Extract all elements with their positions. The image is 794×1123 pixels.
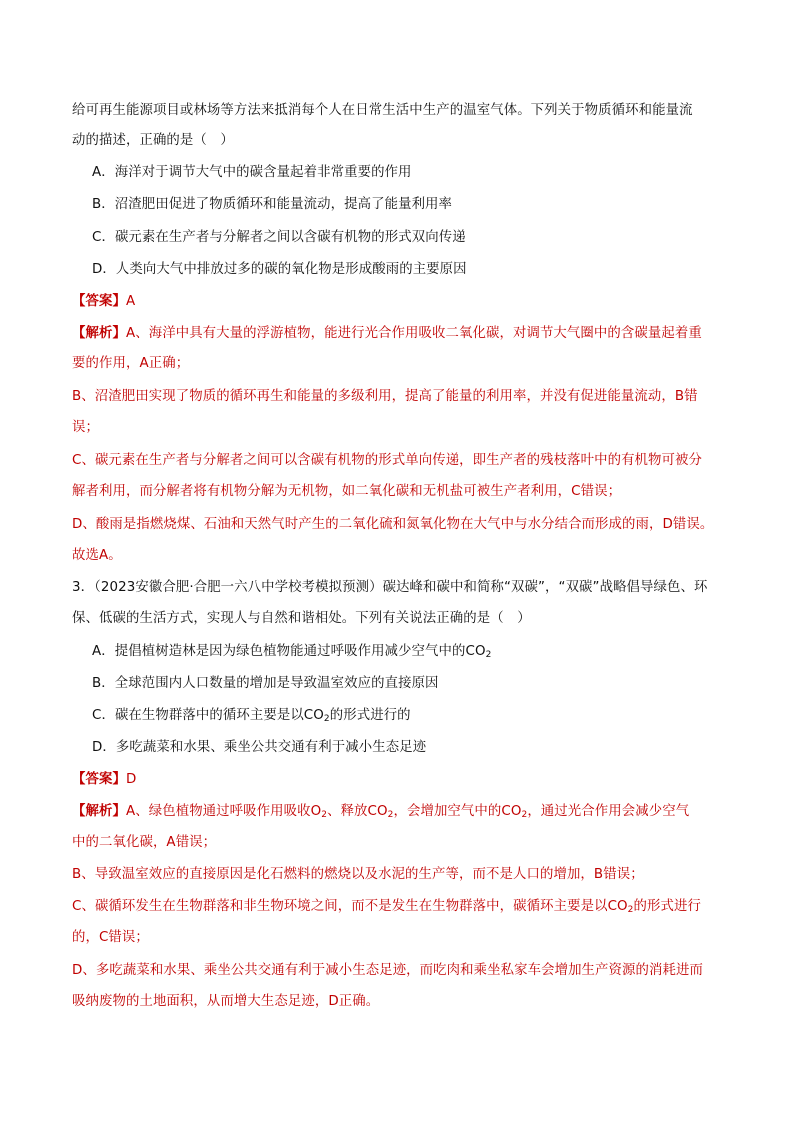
analysis-text: A、绿色植物通过呼吸作用吸收O [125,804,322,819]
subscript: 2 [485,650,492,660]
analysis-line: D、多吃蔬菜和水果、乘坐公共交通有利于减小生态足迹，而吃肉和乘坐私家车会增加生产资源的消耗进而 [72,963,703,978]
analysis-line: B、沼渣肥田实现了物质的循环再生和能量的多级利用，提高了能量的利用率，并没有促进能量流动，B错 [72,389,698,404]
analysis-line: 要的作用，A正确； [72,356,190,371]
analysis-line: 中的二氧化碳，A错误； [72,835,217,850]
answer-line [72,292,732,312]
analysis-text: 的形式进行 [633,899,701,914]
answer-tag: 【答案】 [72,294,126,309]
option-a: A．海洋对于调节大气中的碳含量起着非常重要的作用 [92,165,412,180]
question-stem-line: 动的描述，正确的是（ ） [72,133,234,148]
answer-value: A [125,294,136,309]
subscript: 2 [521,810,528,820]
question-stem-line: 3．（2023安徽合肥·合肥一六八中学校考模拟预测）碳达峰和碳中和简称“双碳”，“双碳”战略倡导绿色、环 [72,580,708,595]
analysis-line [72,897,732,917]
analysis-line [72,802,732,822]
analysis-text: ，会增加空气中的CO [393,804,522,819]
question-stem-line: 给可再生能源项目或林场等方法来抵消每个人在日常生活中生产的温室气体。下列关于物质循环和能量流 [72,103,693,118]
analysis-line: 故选A。 [72,548,122,563]
answer-value: D [125,772,137,787]
analysis-tag: 【解析】 [72,326,126,341]
answer-line [72,770,732,790]
analysis-text: ，通过光合作用会减少空气 [527,804,690,819]
analysis-line [72,324,732,344]
option-d: D．人类向大气中排放过多的碳的氧化物是形成酸雨的主要原因 [92,262,467,277]
option-a [92,642,752,662]
subscript: 2 [627,905,634,915]
option-b: B．沼渣肥田促进了物质循环和能量流动，提高了能量利用率 [92,197,453,212]
option-c: C．碳元素在生产者与分解者之间以含碳有机物的形式双向传递 [92,230,466,245]
analysis-line: 解者利用，而分解者将有机物分解为无机物，如二氧化碳和无机盐可被生产者利用，C错误； [72,484,622,499]
option-text: C．碳在生物群落中的循环主要是以CO [92,708,324,723]
answer-tag: 【答案】 [72,772,126,787]
analysis-line: 误； [72,420,99,435]
analysis-tag: 【解析】 [72,804,126,819]
option-d: D．多吃蔬菜和水果、乘坐公共交通有利于减小生态足迹 [92,740,427,755]
analysis-line: 吸纳废物的土地面积，从而增大生态足迹，D正确。 [72,994,380,1009]
analysis-text: A、海洋中具有大量的浮游植物，能进行光合作用吸收二氧化碳，对调节大气圈中的含碳量起着重 [125,326,702,341]
analysis-line: D、酸雨是指燃烧煤、石油和天然气时产生的二氧化硫和氮氧化物在大气中与水分结合而形成的雨，D错误。 [72,517,714,532]
analysis-line: 的，C错误； [72,930,149,945]
subscript: 2 [321,810,328,820]
question-stem-line: 保、低碳的生活方式，实现人与自然和谐相处。下列有关说法正确的是（ ） [72,611,531,626]
option-c [92,706,752,726]
analysis-text: C、碳循环发生在生物群落和非生物环境之间，而不是发生在生物群落中，碳循环主要是以CO [72,899,628,914]
analysis-line: B、导致温室效应的直接原因是化石燃料的燃烧以及水泥的生产等，而不是人口的增加，B错误； [72,867,644,882]
analysis-text: 、释放CO [327,804,388,819]
analysis-line: C、碳元素在生产者与分解者之间可以含碳有机物的形式单向传递，即生产者的残枝落叶中的有机物可被分 [72,453,703,468]
option-text: A．提倡植树造林是因为绿色植物能通过呼吸作用减少空气中的CO [92,644,486,659]
option-text: 的形式进行的 [329,708,411,723]
subscript: 2 [387,810,394,820]
subscript: 2 [323,714,330,724]
option-b: B．全球范围内人口数量的增加是导致温室效应的直接原因 [92,676,439,691]
